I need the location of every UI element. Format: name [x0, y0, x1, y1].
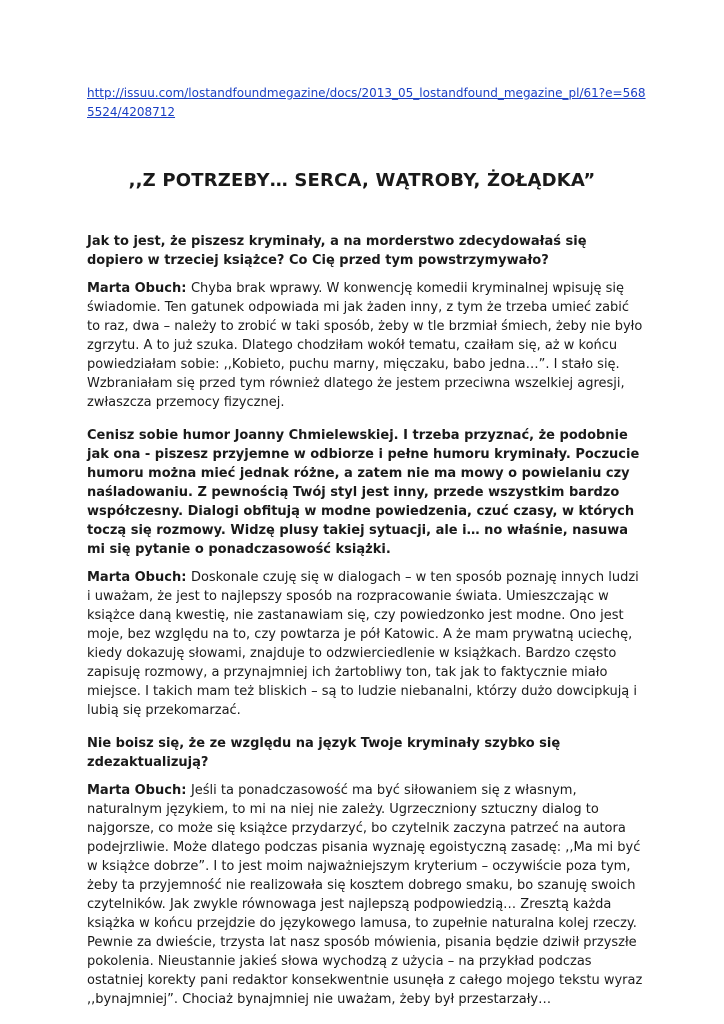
article-title: ,,Z POTRZEBY… SERCA, WĄTROBY, ŻOŁĄDKA”: [128, 170, 596, 191]
speaker-label: Marta Obuch:: [87, 570, 191, 585]
source-link[interactable]: http://issuu.com/lostandfoundmegazine/docs/2013_05_lostandfound_megazine_pl/61?e=5685524/4208712: [87, 86, 646, 119]
interview-body: [87, 232, 643, 1023]
answer-text: Jeśli ta ponadczasowość ma być siłowaniem się z własnym, naturalnym językiem, to mi na niej nie zależy. Ugrzeczniony sztuczny dialog to najgorsze, co może się książce przydarzyć, bo czytelnik zaczyna patrzeć na autora podejrzliwie. Może dlatego podczas pisania wyznaję egoistyczną zasadę: ,,Ma mi być w książce dobrze”. I to jest moim najważniejszym kryterium – oczywiście poza tym, żeby ta przyjemność nie realizowała się kosztem dobrego smaku, bo szanuję swoich czytelników. Jak zwykle równowaga jest najlepszą podpowiedzią… Zresztą każda książka w końcu przejdzie do językowego lamusa, to zupełnie naturalna kolej rzeczy. Pewnie za dwieście, trzysta lat nasz sposób mówienia, pisania będzie dziwił przyszłe pokolenia. Nieustannie jakieś słowa wychodzą z użycia – na przykład podczas ostatniej korekty pani redaktor konsekwentnie usunęła z całego mojego tekstu wyraz ,,bynajmniej”. Chociaż bynajmniej nie uważam, żeby był przestarzały…: [87, 783, 643, 1007]
question-2: Cenisz sobie humor Joanny Chmielewskiej. I trzeba przyznać, że podobnie jak ona - piszesz przyjemne w odbiorze i pełne humoru kryminały. Poczucie humoru można mieć jednak różne, a zatem nie ma mowy o powielaniu czy naśladowaniu. Z pewnością Twój styl jest inny, przede wszystkim bardzo współczesny. Dialogi obfitują w modne powiedzenia, czuć czasy, w których toczą się rozmowy. Widzę plusy takiej sytuacji, ale i… no właśnie, nasuwa mi się pytanie o ponadczasowość książki.: [87, 428, 640, 557]
speaker-label: Marta Obuch:: [87, 783, 191, 798]
answer-1: [87, 279, 643, 412]
question-1: Jak to jest, że piszesz kryminały, a na morderstwo zdecydowałaś się dopiero w trzeciej książce? Co Cię przed tym powstrzymywało?: [87, 234, 587, 268]
answer-3: [87, 781, 643, 1009]
question-3: Nie boisz się, że ze względu na język Twoje kryminały szybko się zdezaktualizują?: [87, 736, 561, 770]
answer-text: Chyba brak wprawy. W konwencję komedii kryminalnej wpisuję się świadomie. Ten gatunek odpowiada mi jak żaden inny, z tym że trzeba umieć zabić to raz, dwa – należy to zrobić w taki sposób, żeby w tle brzmiał śmiech, żeby nie było zgrzytu. A to już szuka. Dlatego chodziłam wokół tematu, czaiłam się, aż w końcu powiedziałam sobie: ,,Kobieto, puchu marny, mięczaku, babo jedna…”. I stało się. Wzbraniałam się przed tym również dlatego że jestem przeciwna wszelkiej agresji, zwłaszcza przemocy fizycznej.: [87, 281, 643, 410]
answer-2: [87, 568, 643, 720]
answer-text: Doskonale czuję się w dialogach – w ten sposób poznaję innych ludzi i uważam, że jest to najlepszy sposób na rozpracowanie świata. Umieszczając w książce daną kwestię, nie zastanawiam się, czy powiedzonko jest modne. Ono jest moje, bez względu na to, czy powtarza je pół Katowic. A że mam prywatną uciechę, kiedy dokazuję słowami, znajduje to odzwierciedlenie w książkach. Bardzo często zapisuję rozmowy, a przynajmniej ich żartobliwy ton, tak jak to faktycznie miało miejsce. I takich mam też bliskich – są to ludzie niebanalni, którzy dużo dowcipkują i lubią się przekomarzać.: [87, 570, 639, 718]
speaker-label: Marta Obuch:: [87, 281, 191, 296]
